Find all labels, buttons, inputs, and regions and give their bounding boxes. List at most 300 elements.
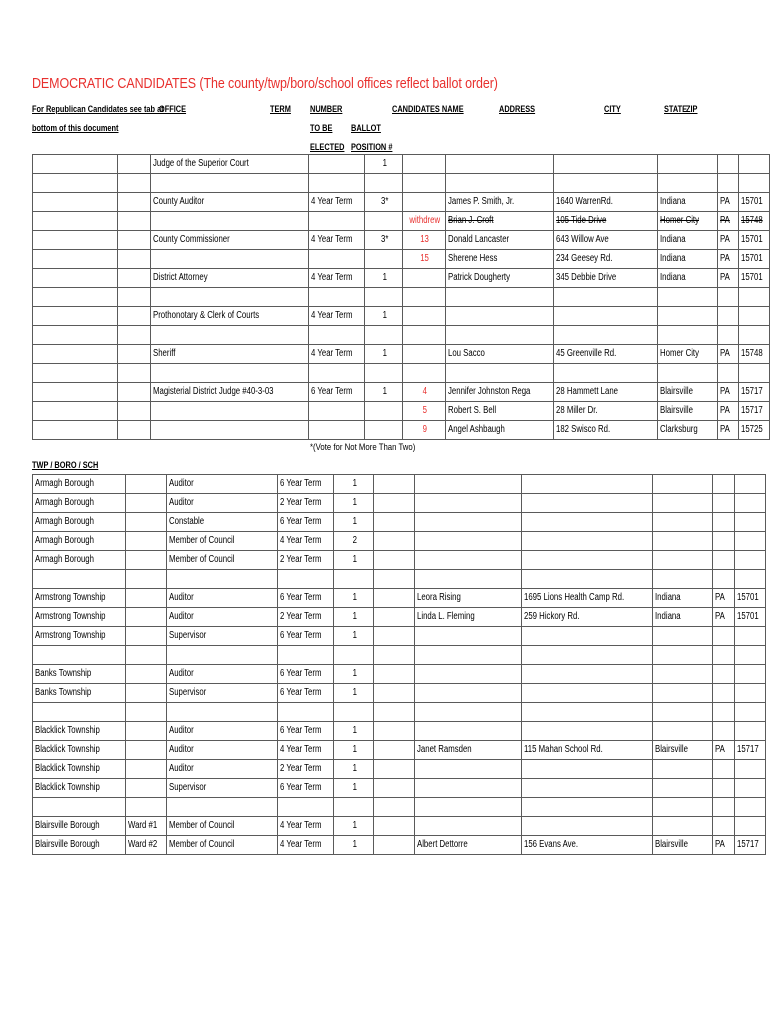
term-text: 4 Year Term	[310, 310, 353, 321]
table-row	[33, 760, 766, 779]
office-text: Sheriff	[153, 348, 176, 359]
ballot-position-cell	[403, 326, 445, 345]
state-cell	[713, 760, 735, 779]
ballot-position-cell	[374, 817, 415, 836]
office-cell	[166, 665, 277, 684]
term-text: 6 Year Term	[279, 687, 322, 698]
number-to-elect-text: 1	[352, 744, 357, 755]
page-title: DEMOCRATIC CANDIDATES (The county/twp/boro/school offices reflect ballot order)	[32, 76, 498, 92]
city-text: Indiana	[655, 611, 682, 622]
table-row	[33, 364, 770, 383]
address-text: 345 Debbie Drive	[556, 272, 617, 283]
city-cell	[657, 326, 717, 345]
state-text: PA	[715, 611, 726, 622]
city-cell	[653, 703, 713, 722]
zip-cell	[735, 798, 766, 817]
term-text: 4 Year Term	[279, 820, 322, 831]
municipality-cell	[33, 174, 118, 193]
number-to-elect-text: 1	[352, 687, 357, 698]
table-row	[33, 836, 766, 855]
ballot-position-cell	[374, 646, 415, 665]
candidate-name-text: Patrick Dougherty	[447, 272, 510, 283]
table-row	[33, 570, 766, 589]
number-to-elect-cell	[364, 155, 402, 174]
ballot-position-cell	[374, 703, 415, 722]
zip-cell	[739, 155, 770, 174]
candidate-name-cell	[415, 608, 522, 627]
term-cell	[277, 703, 333, 722]
state-cell	[713, 532, 735, 551]
city-cell	[657, 193, 717, 212]
term-cell	[277, 494, 333, 513]
municipality-cell	[33, 665, 126, 684]
state-cell	[717, 383, 739, 402]
candidate-name-text: Brian J. Croft	[447, 215, 494, 226]
state-cell	[713, 475, 735, 494]
address-cell	[522, 817, 653, 836]
address-cell	[522, 475, 653, 494]
header-candidate-name: CANDIDATES NAME	[392, 104, 464, 114]
office-text: Auditor	[168, 497, 194, 508]
state-text: PA	[719, 196, 730, 207]
office-cell	[166, 570, 277, 589]
term-cell	[277, 513, 333, 532]
header-number-line-1: NUMBER	[310, 104, 343, 114]
candidate-name-cell	[445, 326, 554, 345]
ballot-position-cell	[374, 684, 415, 703]
state-cell	[717, 288, 739, 307]
ward-cell	[126, 589, 166, 608]
ward-text: Ward #2	[128, 839, 158, 850]
number-to-elect-text: 1	[382, 158, 387, 169]
number-to-elect-cell	[364, 269, 402, 288]
term-cell	[308, 174, 364, 193]
office-text: Supervisor	[168, 782, 207, 793]
ballot-position-cell	[403, 383, 445, 402]
office-cell	[166, 646, 277, 665]
ballot-position-cell	[403, 155, 445, 174]
number-to-elect-cell	[364, 345, 402, 364]
address-cell	[554, 307, 658, 326]
office-cell	[151, 364, 309, 383]
term-text: 6 Year Term	[279, 478, 322, 489]
number-to-elect-text: 1	[352, 516, 357, 527]
ballot-position-cell	[403, 364, 445, 383]
zip-text: 15701	[741, 196, 763, 207]
address-cell	[522, 570, 653, 589]
municipality-text: Banks Township	[35, 687, 92, 698]
ballot-position-cell	[374, 551, 415, 570]
address-cell	[522, 798, 653, 817]
municipality-cell	[33, 402, 118, 421]
number-to-elect-text: 1	[382, 386, 387, 397]
address-cell	[554, 155, 658, 174]
ballot-position-cell	[374, 608, 415, 627]
address-cell	[522, 646, 653, 665]
city-cell	[653, 627, 713, 646]
address-text: 45 Greenville Rd.	[556, 348, 617, 359]
city-cell	[657, 402, 717, 421]
zip-cell	[735, 627, 766, 646]
address-cell	[522, 665, 653, 684]
address-cell	[522, 627, 653, 646]
address-cell	[522, 589, 653, 608]
municipality-cell	[33, 798, 126, 817]
candidate-name-cell	[445, 421, 554, 440]
table-row	[33, 383, 770, 402]
address-cell	[554, 193, 658, 212]
state-text: PA	[715, 744, 726, 755]
table-row	[33, 402, 770, 421]
city-cell	[657, 364, 717, 383]
zip-cell	[735, 589, 766, 608]
ward-cell	[126, 570, 166, 589]
ward-cell	[117, 174, 150, 193]
ballot-position-cell	[374, 779, 415, 798]
ward-cell	[126, 532, 166, 551]
municipality-cell	[33, 627, 126, 646]
zip-cell	[735, 817, 766, 836]
header-office: OFFICE	[159, 104, 187, 114]
city-cell	[657, 269, 717, 288]
table-row	[33, 250, 770, 269]
number-to-elect-text: 3*	[380, 234, 389, 245]
candidate-name-cell	[445, 364, 554, 383]
term-text: 4 Year Term	[310, 234, 353, 245]
term-cell	[308, 288, 364, 307]
ballot-position-cell	[374, 513, 415, 532]
state-cell	[717, 402, 739, 421]
city-cell	[657, 307, 717, 326]
ballot-position-cell	[403, 231, 445, 250]
candidate-name-cell	[415, 798, 522, 817]
number-to-elect-cell	[364, 326, 402, 345]
term-cell	[308, 269, 364, 288]
table-row	[33, 703, 766, 722]
city-text: Blairsville	[655, 839, 689, 850]
candidate-name-cell	[415, 741, 522, 760]
number-to-elect-cell	[364, 383, 402, 402]
ballot-position-cell	[403, 269, 445, 288]
term-cell	[277, 646, 333, 665]
city-cell	[657, 231, 717, 250]
municipality-cell	[33, 779, 126, 798]
city-cell	[657, 383, 717, 402]
municipality-cell	[33, 475, 126, 494]
office-text: Member of Council	[168, 535, 235, 546]
header-ballot-line-2: POSITION #	[351, 142, 393, 152]
city-cell	[653, 817, 713, 836]
state-text: PA	[715, 592, 726, 603]
city-text: Indiana	[655, 592, 682, 603]
state-text: PA	[719, 253, 730, 264]
address-cell	[554, 364, 658, 383]
city-cell	[653, 798, 713, 817]
office-cell	[151, 269, 309, 288]
table-row	[33, 345, 770, 364]
ward-cell	[117, 421, 150, 440]
state-text: PA	[719, 234, 730, 245]
table-row	[33, 231, 770, 250]
city-cell	[657, 250, 717, 269]
office-cell	[166, 627, 277, 646]
municipality-text: Blacklick Township	[35, 725, 100, 736]
number-to-elect-cell	[364, 364, 402, 383]
address-cell	[522, 608, 653, 627]
ballot-position-cell	[374, 741, 415, 760]
address-cell	[522, 760, 653, 779]
city-cell	[653, 551, 713, 570]
city-cell	[653, 836, 713, 855]
municipality-cell	[33, 307, 118, 326]
municipality-cell	[33, 646, 126, 665]
number-to-elect-cell	[364, 231, 402, 250]
zip-cell	[735, 760, 766, 779]
table-row	[33, 798, 766, 817]
office-cell	[151, 250, 309, 269]
city-text: Indiana	[659, 253, 686, 264]
term-cell	[308, 402, 364, 421]
candidate-name-cell	[415, 475, 522, 494]
local-offices-table	[32, 474, 766, 855]
municipality-text: Blairsville Borough	[35, 820, 100, 831]
number-to-elect-text: 2	[352, 535, 357, 546]
ward-cell	[117, 326, 150, 345]
number-to-elect-cell	[334, 684, 374, 703]
office-text: Auditor	[168, 668, 194, 679]
number-to-elect-cell	[334, 760, 374, 779]
table-row	[33, 665, 766, 684]
candidate-name-text: Jennifer Johnston Rega	[447, 386, 531, 397]
number-to-elect-cell	[334, 722, 374, 741]
table-row	[33, 475, 766, 494]
office-text: Auditor	[168, 592, 194, 603]
city-cell	[653, 684, 713, 703]
zip-cell	[739, 307, 770, 326]
header-address: ADDRESS	[499, 104, 536, 114]
term-text: 6 Year Term	[279, 630, 322, 641]
candidate-name-text: Albert Dettorre	[417, 839, 468, 850]
ballot-position-cell	[374, 570, 415, 589]
table-row	[33, 212, 770, 231]
term-text: 4 Year Term	[279, 535, 322, 546]
candidate-name-text: Linda L. Fleming	[417, 611, 475, 622]
zip-text: 15717	[741, 386, 763, 397]
term-cell	[277, 722, 333, 741]
state-text: PA	[715, 839, 726, 850]
table-row	[33, 589, 766, 608]
term-text: 6 Year Term	[279, 516, 322, 527]
state-text: PA	[719, 348, 730, 359]
ballot-position-cell	[374, 798, 415, 817]
municipality-cell	[33, 532, 126, 551]
number-to-elect-cell	[364, 250, 402, 269]
ward-cell	[126, 475, 166, 494]
number-to-elect-text: 1	[352, 782, 357, 793]
zip-text: 15717	[737, 744, 760, 755]
office-text: Member of Council	[168, 554, 235, 565]
table-row	[33, 532, 766, 551]
municipality-cell	[33, 231, 118, 250]
ward-cell	[126, 741, 166, 760]
state-cell	[713, 798, 735, 817]
zip-cell	[735, 646, 766, 665]
office-cell	[166, 532, 277, 551]
office-cell	[151, 231, 309, 250]
term-text: 2 Year Term	[279, 497, 322, 508]
office-text: Auditor	[168, 478, 194, 489]
term-text: 6 Year Term	[279, 592, 322, 603]
state-cell	[717, 212, 739, 231]
city-cell	[653, 722, 713, 741]
ward-cell	[126, 817, 166, 836]
number-to-elect-text: 1	[352, 497, 357, 508]
ward-cell	[117, 193, 150, 212]
number-to-elect-cell	[364, 402, 402, 421]
candidate-name-cell	[445, 307, 554, 326]
municipality-text: Banks Township	[35, 668, 92, 679]
term-text: 2 Year Term	[279, 554, 322, 565]
candidate-name-cell	[415, 703, 522, 722]
term-cell	[308, 326, 364, 345]
candidate-name-cell	[445, 155, 554, 174]
ward-cell	[117, 231, 150, 250]
zip-cell	[739, 402, 770, 421]
number-to-elect-cell	[364, 421, 402, 440]
state-cell	[717, 326, 739, 345]
zip-text: 15701	[741, 272, 763, 283]
number-to-elect-cell	[334, 532, 374, 551]
ward-cell	[126, 760, 166, 779]
ballot-position-cell	[403, 307, 445, 326]
term-text: 6 Year Term	[310, 386, 353, 397]
address-cell	[522, 779, 653, 798]
table-row	[33, 627, 766, 646]
ballot-position-cell	[374, 665, 415, 684]
zip-cell	[739, 174, 770, 193]
term-cell	[277, 836, 333, 855]
municipality-cell	[33, 513, 126, 532]
header-zip: ZIP	[686, 104, 698, 114]
header-ballot-line-1: BALLOT	[351, 123, 381, 133]
number-to-elect-text: 1	[352, 668, 357, 679]
zip-cell	[735, 703, 766, 722]
number-to-elect-text: 1	[352, 592, 357, 603]
ward-cell	[117, 212, 150, 231]
ballot-position-cell	[403, 402, 445, 421]
office-cell	[166, 836, 277, 855]
office-cell	[166, 798, 277, 817]
state-cell	[717, 174, 739, 193]
municipality-cell	[33, 684, 126, 703]
number-to-elect-cell	[334, 551, 374, 570]
zip-cell	[739, 193, 770, 212]
ward-cell	[126, 646, 166, 665]
address-cell	[522, 741, 653, 760]
address-text: 115 Mahan School Rd.	[524, 744, 603, 755]
city-cell	[653, 494, 713, 513]
zip-text: 15717	[737, 839, 760, 850]
county-offices-table	[32, 154, 770, 440]
state-cell	[713, 665, 735, 684]
table-row	[33, 551, 766, 570]
office-cell	[151, 288, 309, 307]
office-text: County Commissioner	[153, 234, 230, 245]
municipality-cell	[33, 250, 118, 269]
number-to-elect-cell	[364, 307, 402, 326]
number-to-elect-cell	[334, 513, 374, 532]
zip-cell	[735, 779, 766, 798]
office-cell	[166, 703, 277, 722]
candidate-name-cell	[415, 570, 522, 589]
municipality-cell	[33, 193, 118, 212]
zip-cell	[735, 684, 766, 703]
number-to-elect-text: 1	[352, 763, 357, 774]
ward-cell	[126, 779, 166, 798]
ward-cell	[126, 494, 166, 513]
term-cell	[277, 532, 333, 551]
number-to-elect-cell	[334, 570, 374, 589]
municipality-cell	[33, 722, 126, 741]
table-row	[33, 513, 766, 532]
municipality-text: Armstrong Township	[35, 630, 106, 641]
candidate-name-cell	[415, 551, 522, 570]
ward-cell	[126, 684, 166, 703]
municipality-text: Armagh Borough	[35, 535, 94, 546]
ward-cell	[126, 665, 166, 684]
term-cell	[277, 817, 333, 836]
table-row	[33, 817, 766, 836]
municipality-cell	[33, 212, 118, 231]
address-text: 28 Miller Dr.	[556, 405, 598, 416]
office-text: Member of Council	[168, 820, 235, 831]
term-cell	[277, 798, 333, 817]
municipality-cell	[33, 589, 126, 608]
municipality-cell	[33, 760, 126, 779]
candidate-name-cell	[415, 779, 522, 798]
city-cell	[657, 212, 717, 231]
ward-cell	[126, 798, 166, 817]
ward-cell	[126, 608, 166, 627]
office-cell	[166, 684, 277, 703]
ballot-position-text: withdrew	[409, 215, 441, 226]
office-cell	[166, 608, 277, 627]
number-to-elect-cell	[334, 608, 374, 627]
zip-cell	[735, 475, 766, 494]
address-cell	[554, 174, 658, 193]
zip-cell	[739, 250, 770, 269]
office-cell	[151, 212, 309, 231]
municipality-cell	[33, 608, 126, 627]
term-cell	[277, 779, 333, 798]
municipality-cell	[33, 288, 118, 307]
municipality-cell	[33, 494, 126, 513]
office-text: Auditor	[168, 611, 194, 622]
candidate-name-cell	[445, 345, 554, 364]
zip-cell	[735, 513, 766, 532]
candidate-name-text: Donald Lancaster	[447, 234, 509, 245]
city-cell	[653, 741, 713, 760]
city-text: Blairsville	[655, 744, 689, 755]
city-text: Indiana	[659, 234, 686, 245]
term-cell	[308, 421, 364, 440]
number-to-elect-cell	[364, 212, 402, 231]
office-cell	[166, 494, 277, 513]
ward-cell	[126, 627, 166, 646]
state-cell	[713, 570, 735, 589]
municipality-text: Armstrong Township	[35, 611, 106, 622]
candidate-name-cell	[415, 589, 522, 608]
